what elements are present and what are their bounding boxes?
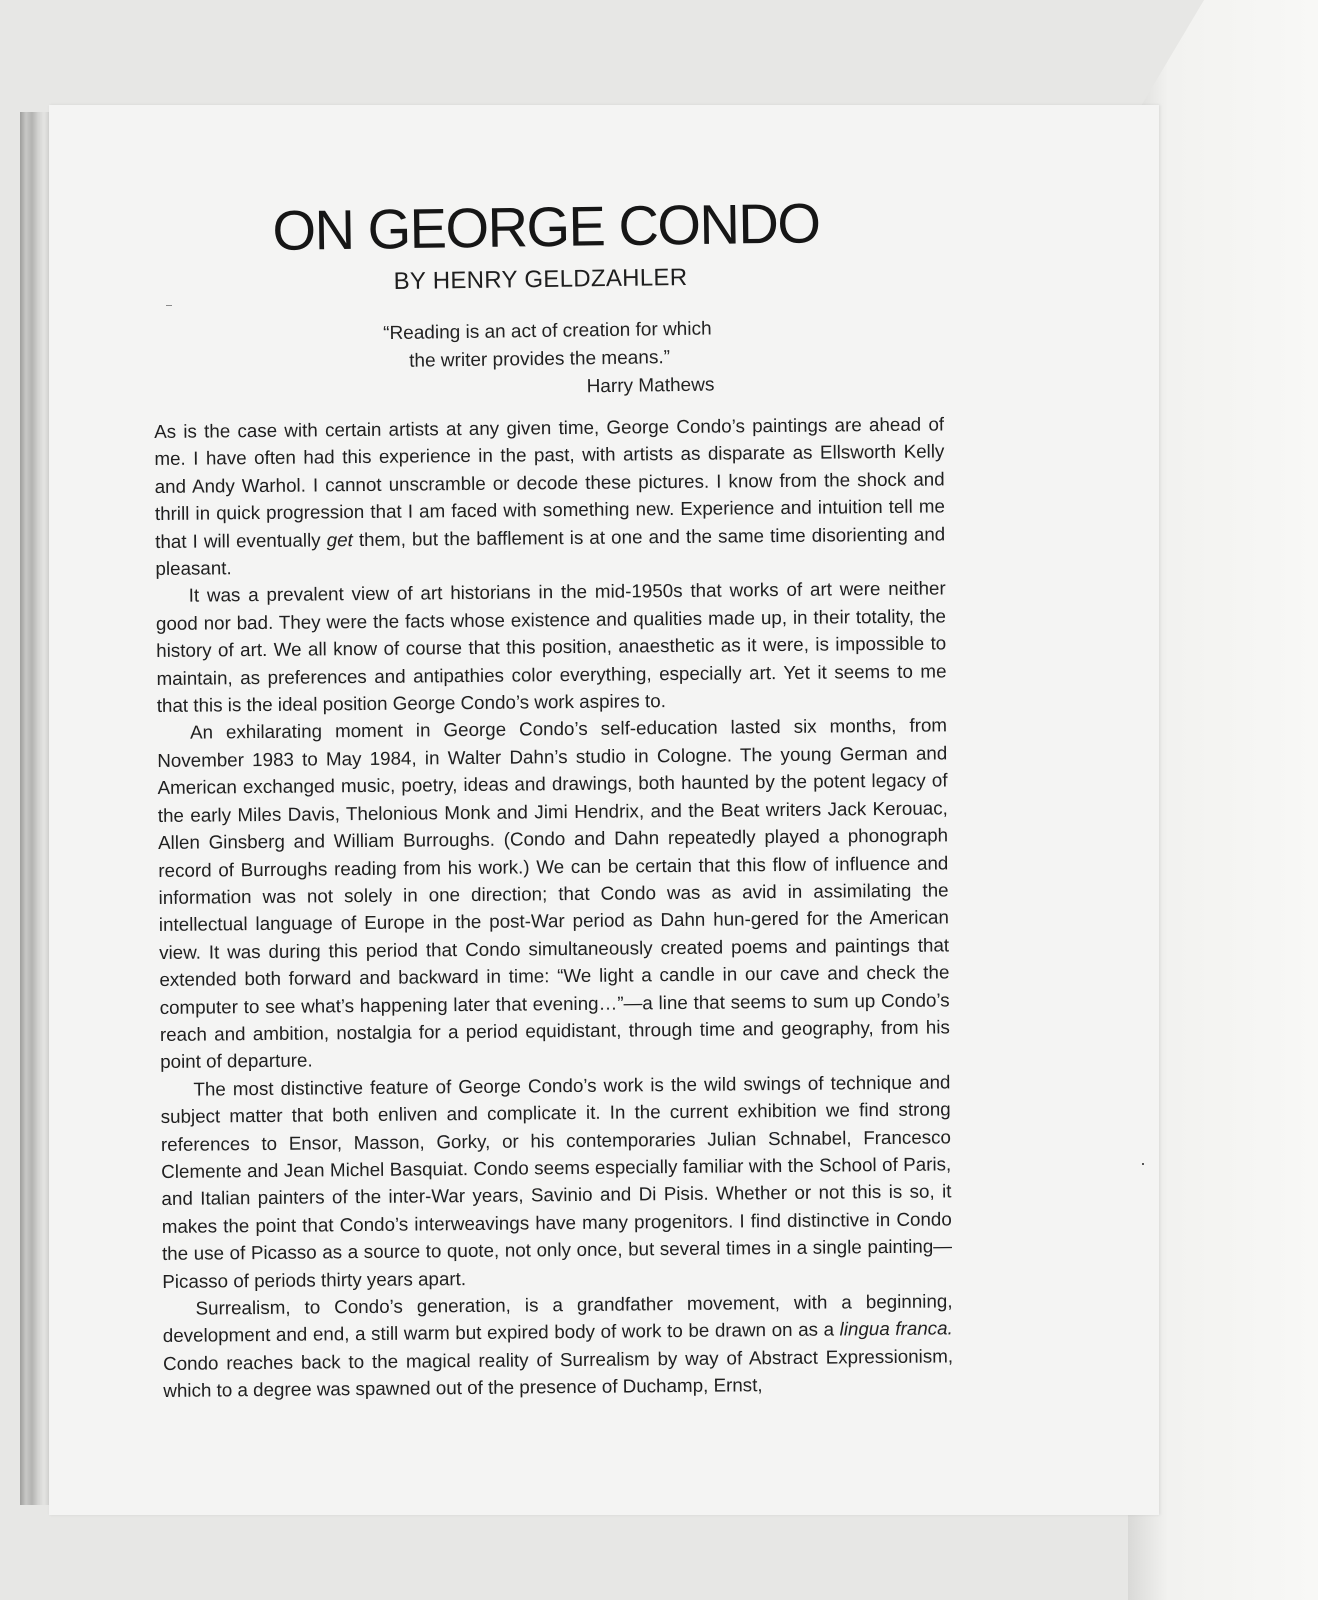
paragraph-1 [154, 410, 946, 582]
article-byline: BY HENRY GELDZAHLER [393, 263, 688, 296]
epigraph-line-2: the writer provides the means.” [409, 347, 671, 372]
page-edge [20, 112, 50, 1505]
paragraph-1-text-a: As is the case with certain artists at any given time, George Condo’s paintings are ahead of me. I have often had this experience in the past, with artists as disparate as Ellsworth Kelly and Andy Warhol. I cannot unscramble or decode these pictures. I know from the shock and thrill in quick progression that I am faced with something new. Experience and intuition tell me that I will eventually [154, 413, 945, 552]
paragraph-5-text-b: Condo reaches back to the magical reality of Surrealism by way of Abstract Expressionism, which to a degree was spawned out of the presence of Duchamp, Ernst, [162, 1345, 954, 1402]
paper-speck [166, 305, 172, 306]
epigraph-attribution: Harry Mathews [586, 374, 715, 398]
epigraph-line-1: “Reading is an act of creation for which [383, 318, 712, 345]
paragraph-5-text-a: Surrealism, to Condo’s generation, is a grandfather movement, with a beginning, development and end, a still warm but expired body of work to be drawn on as a [162, 1290, 953, 1347]
article-title: ON GEORGE CONDO [272, 191, 820, 262]
paragraph-3: An exhilarating moment in George Condo’s self-education lasted six months, from November 1983 to May 1984, in Walter Dahn’s studio in Cologne. The young German and American exchanged music, poetry, ideas and drawings, both haunted by the potent legacy of the early Miles Davis, Thelonious Monk and Jimi Hendrix, and the Beat writers Jack Kerouac, Allen Ginsberg and William Burroughs. (Condo and Dahn repeatedly played a phonograph record of Burroughs reading from his work.) We can be certain that this flow of influence and information was not solely in one direction; that Condo was as avid in assimilating the intellectual language of Europe in the post-War period as Dahn hun-gered for the American view. It was during this period that Condo simultaneously created poems and paintings that extended both forward and backward in time: “We light a candle in our cave and check the computer to see what’s happening later that evening…”—a line that seems to sum up Condo’s reach and ambition, nostalgia for a period equidistant, through time and geography, from his point of departure. [157, 714, 950, 1073]
paragraph-5-emphasis: lingua franca. [839, 1317, 953, 1340]
epigraph [349, 315, 720, 404]
paragraph-1-text-b: them, but the bafflement is at one and the same time disorienting and pleasant. [155, 523, 946, 580]
paragraph-1-emphasis: get [326, 528, 353, 550]
paragraph-2: It was a prevalent view of art historians in the mid-1950s that works of art were neither good nor bad. They were the facts whose existence and qualities made up, in their totality, the history of art. We all know of course that this position, anaesthetic as it were, is impossible to maintain, as preferences and antipathies color everything, especially art. Yet it seems to me that this is the ideal position George Condo’s work aspires to. [155, 577, 947, 717]
article-body [154, 410, 953, 1404]
paragraph-4: The most distinctive feature of George Condo’s work is the wild swings of technique and subject matter that both enliven and complicate it. In the current exhibition we find strong references to Ensor, Masson, Gorky, or his contemporaries Julian Schnabel, Francesco Clemente and Jean Michel Basquiat. Condo seems especially familiar with the School of Paris, and Italian painters of the inter-War years, Savinio and Di Pisis. Whether or not this is so, it makes the point that Condo’s interweavings have many progenitors. I find distinctive in Condo the use of Picasso as a source to quote, not only once, but several times in a single painting—Picasso of periods thirty years apart. [160, 1071, 953, 1292]
paper-speck [1142, 1163, 1144, 1165]
paragraph-5 [162, 1287, 953, 1404]
